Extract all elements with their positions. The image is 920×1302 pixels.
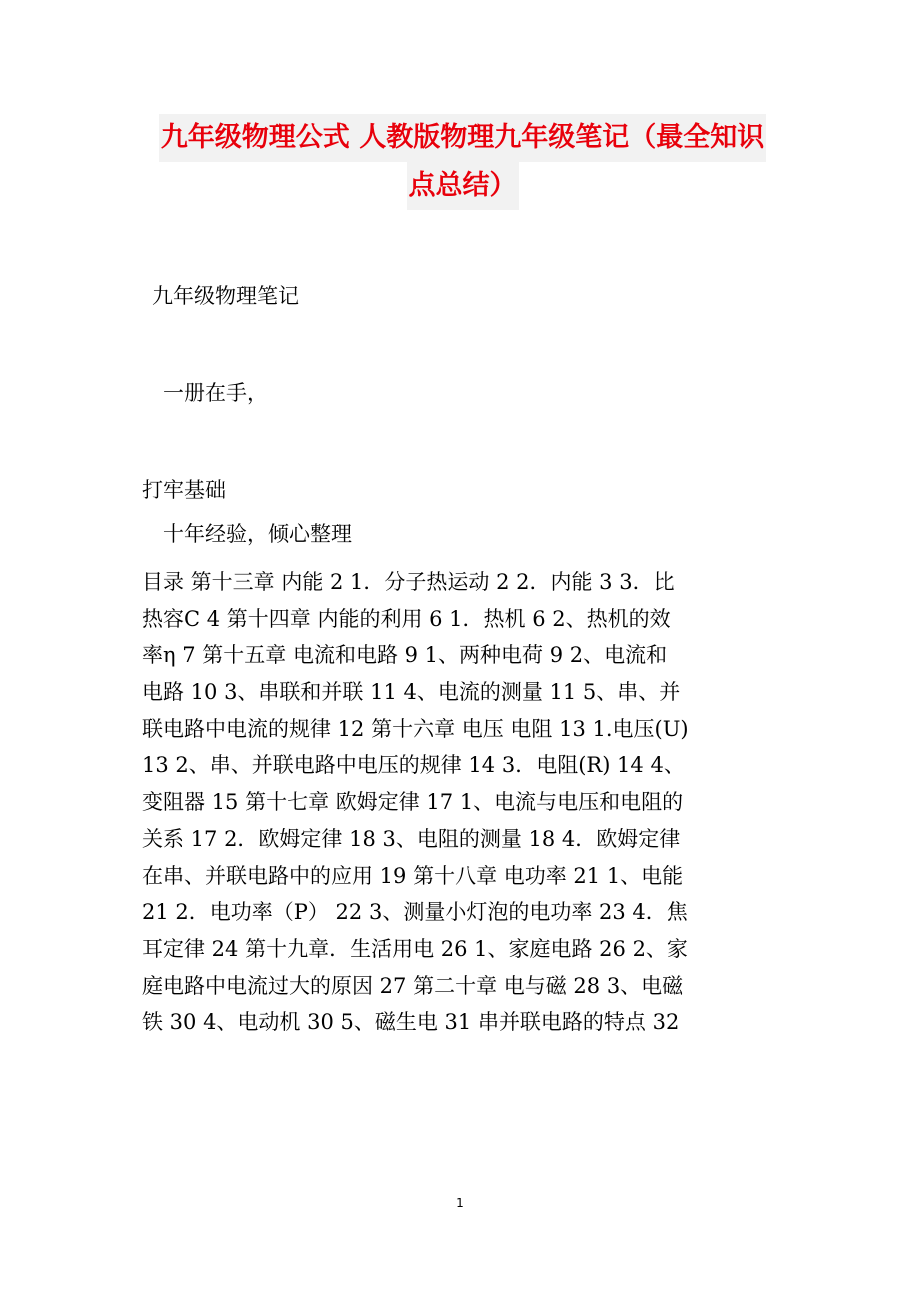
toc-line: 关系 17 2．欧姆定律 18 3、电阻的测量 18 4．欧姆定律	[142, 826, 681, 851]
toc-line: 率η 7 第十五章 电流和电路 9 1、两种电荷 9 2、电流和	[142, 643, 668, 668]
intro-line-1: 一册在手，	[163, 381, 268, 405]
toc-line: 13 2、串、并联电路中电压的规律 14 3．电阻(R) 14 4、	[142, 753, 685, 778]
page-number: 1	[456, 1196, 464, 1210]
toc-line: 变阻器 15 第十七章 欧姆定律 17 1、电流与电压和电阻的	[142, 790, 684, 815]
toc-line: 耳定律 24 第十九章．生活用电 26 1、家庭电路 26 2、家	[142, 936, 688, 961]
intro-line-3: 十年经验，倾心整理	[163, 522, 352, 546]
intro-line-2: 打牢基础	[142, 478, 226, 502]
toc-line: 目录 第十三章 内能 2 1．分子热运动 2 2．内能 3 3．比	[142, 570, 675, 594]
toc-line: 电路 10 3、串联和并联 11 4、电流的测量 11 5、串、并	[142, 680, 681, 705]
title-line-1: 九年级物理公式 人教版物理九年级笔记（最全知识	[159, 114, 766, 162]
section-heading: 九年级物理笔记	[152, 284, 299, 308]
toc-line: 21 2．电功率（P） 22 3、测量小灯泡的电功率 23 4．焦	[142, 900, 688, 925]
document-title	[140, 114, 785, 210]
toc-line: 在串、并联电路中的应用 19 第十八章 电功率 21 1、电能	[142, 863, 684, 888]
toc-line: 联电路中电流的规律 12 第十六章 电压 电阻 13 1.电压(U)	[142, 716, 689, 741]
toc-line: 铁 30 4、电动机 30 5、磁生电 31 串并联电路的特点 32	[142, 1010, 680, 1035]
toc-line: 庭电路中电流过大的原因 27 第二十章 电与磁 28 3、电磁	[142, 973, 684, 998]
toc-line: 热容C 4 第十四章 内能的利用 6 1．热机 6 2、热机的效	[142, 606, 671, 631]
title-line-2: 点总结）	[407, 162, 519, 210]
table-of-contents	[142, 564, 787, 1041]
